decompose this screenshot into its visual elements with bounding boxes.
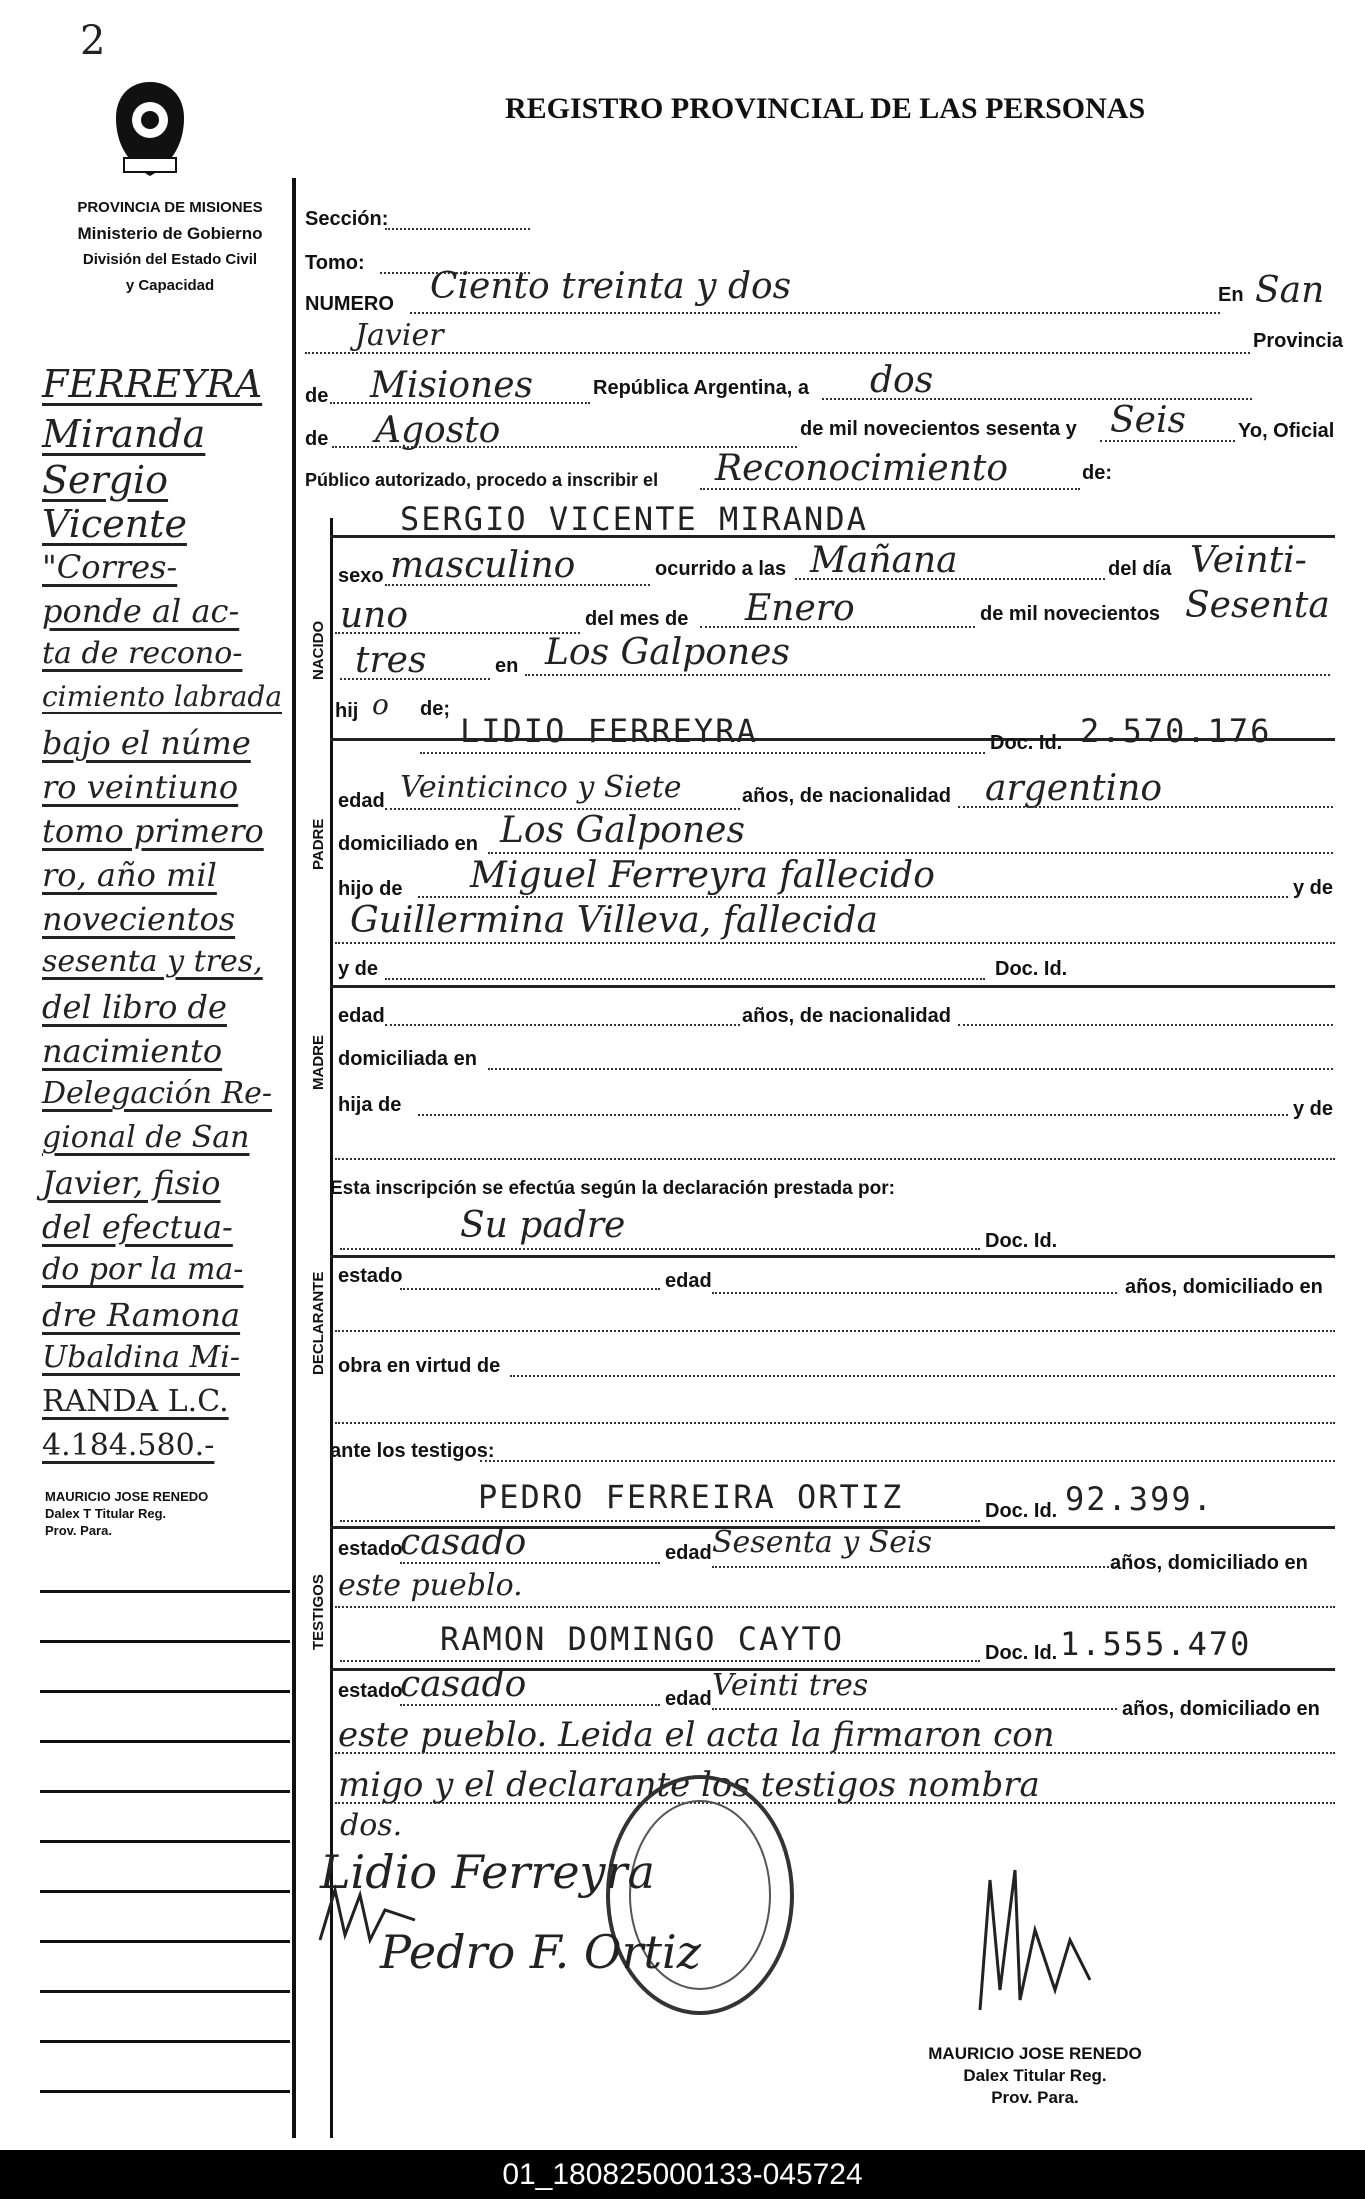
madre-hija-de-line	[418, 1114, 1288, 1116]
fecha-dia-value: dos	[870, 360, 934, 401]
margin-line: ro veintiuno	[42, 768, 239, 806]
testigo2-line	[340, 1660, 980, 1662]
decl-edad-line	[712, 1292, 1117, 1294]
label-estado-t2: estado	[338, 1680, 403, 1702]
label-edad-madre: edad	[338, 1005, 385, 1027]
en-value-2: Javier	[355, 318, 444, 353]
org-line: y Capacidad	[125, 277, 215, 294]
margin-rule	[40, 1640, 290, 1643]
t2-edad-line	[712, 1708, 1117, 1710]
padre-y-de-line	[335, 942, 1335, 944]
padre-nombre-line	[420, 752, 985, 754]
decl-dom-line	[335, 1330, 1335, 1332]
page-number: 2	[80, 18, 106, 64]
nacido-tag: NACIDO	[310, 620, 327, 680]
label-doc-id-decl: Doc. Id.	[985, 1230, 1058, 1252]
margin-line: dre Ramona	[42, 1296, 241, 1334]
padre-bottom-rule	[330, 985, 1335, 988]
label-sexo: sexo	[338, 565, 384, 587]
testigo1-estado-value: casado	[400, 1522, 527, 1563]
margin-line: 4.184.580.-	[42, 1428, 215, 1463]
margin-rule	[40, 1840, 290, 1843]
margin-line: Ubaldina Mi-	[42, 1340, 240, 1375]
label-doc-id-madre: Doc. Id.	[995, 958, 1068, 980]
padre-doc-value: 2.570.176	[1080, 712, 1272, 750]
official-role: Dalex Titular Reg.	[963, 2066, 1107, 2085]
padre-dom-value: Los Galpones	[500, 810, 745, 851]
cierre-rule-2	[335, 1802, 1335, 1804]
fecha-mes-value: Agosto	[375, 410, 501, 451]
margin-line: FERREYRA	[42, 362, 263, 406]
dia-value-2: uno	[340, 595, 409, 636]
margin-line: ro, año mil	[42, 856, 217, 894]
obra-line-2	[335, 1422, 1335, 1424]
margin-line: cimiento labrada	[42, 680, 283, 713]
t1-edad-line	[712, 1566, 1117, 1568]
label-de-2: de	[305, 428, 329, 450]
anio-nac-value-2: tres	[355, 640, 427, 681]
label-anos-dom-t1: años, domiciliado en	[1110, 1552, 1308, 1574]
official-name: MAURICIO JOSE RENEDO	[928, 2044, 1142, 2063]
testigo2-doc-value: 1.555.470	[1060, 1625, 1252, 1663]
margin-rule	[40, 1740, 290, 1743]
label-y-de-madre: y de	[1293, 1098, 1334, 1120]
cierre-rule-1	[335, 1752, 1335, 1754]
acto-value: Reconocimiento	[715, 448, 1009, 489]
cierre-line-1: este pueblo. Leida el acta la firmaron con	[338, 1715, 1055, 1755]
label-obra: obra en virtud de	[338, 1355, 501, 1377]
padre-edad-value: Veinticinco y Siete	[400, 770, 682, 805]
mes-line	[700, 626, 975, 628]
en-value: San	[1255, 270, 1325, 311]
label-de-colon: de:	[1082, 462, 1112, 484]
label-anos-nac-madre: años, de nacionalidad	[742, 1005, 951, 1027]
madre-y-de-line	[335, 1158, 1335, 1160]
margin-line: novecientos	[42, 900, 236, 938]
margin-rule	[40, 1890, 290, 1893]
label-de-mil: de mil novecientos	[980, 603, 1161, 625]
margin-line: sesenta y tres,	[42, 944, 263, 979]
margin-line: ta de recono-	[42, 636, 243, 671]
label-y-de-2: y de	[338, 958, 379, 980]
label-anos-nac: años, de nacionalidad	[742, 785, 951, 807]
label-domiciliado: domiciliado en	[338, 833, 479, 855]
testigo1-doc-value: 92.399.	[1065, 1480, 1214, 1518]
madre-nac-line	[958, 1024, 1333, 1026]
padre-hijo-de-value: Miguel Ferreyra fallecido	[470, 855, 935, 896]
label-edad: edad	[338, 790, 385, 812]
declarante-value: Su padre	[460, 1205, 626, 1246]
file-id-footer: 01_180825000133-045724	[0, 2150, 1365, 2199]
obra-line	[510, 1375, 1335, 1377]
label-de-mil-60: de mil novecientos sesenta y	[800, 418, 1077, 440]
hora-line	[795, 578, 1105, 580]
mes-value: Enero	[745, 588, 855, 629]
margin-line: ponde al ac-	[42, 592, 240, 630]
label-testigos: ante los testigos:	[330, 1440, 495, 1462]
label-de-semi: de;	[420, 698, 450, 720]
margin-line: do por la ma-	[42, 1252, 244, 1287]
margin-line: Javier, fisio	[42, 1164, 221, 1202]
hora-value: Mañana	[810, 540, 958, 581]
margin-line: tomo primero	[42, 812, 264, 850]
label-tomo: Tomo:	[305, 252, 365, 274]
stamp-line: MAURICIO JOSE RENEDO	[45, 1489, 209, 1504]
padre-nac-line	[958, 806, 1333, 808]
declarante-top-rule	[330, 1255, 1335, 1258]
label-edad-t2: edad	[665, 1688, 712, 1710]
stamp-line: Prov. Para.	[45, 1523, 112, 1538]
label-del-dia: del día	[1108, 558, 1172, 580]
testigos-tag: TESTIGOS	[310, 1574, 327, 1650]
label-ocurrido: ocurrido a las	[655, 558, 787, 580]
label-hija-de: hija de	[338, 1094, 402, 1116]
margin-rule	[40, 2040, 290, 2043]
margin-line: Vicente	[42, 502, 187, 546]
anio-value: Seis	[1110, 400, 1186, 441]
testigo1-dom-value: este pueblo.	[338, 1568, 523, 1603]
cierre-line-3: dos.	[340, 1808, 403, 1843]
org-line: División del Estado Civil	[82, 251, 258, 268]
dia-value: Veinti-	[1190, 540, 1307, 581]
label-republica: República Argentina, a	[593, 377, 809, 399]
label-edad-decl: edad	[665, 1270, 712, 1292]
madre-tag: MADRE	[310, 1035, 327, 1090]
en-line-2	[305, 352, 1250, 354]
anio-nac-value: Sesenta	[1185, 585, 1330, 626]
testigo2-estado-value: casado	[400, 1664, 527, 1705]
seccion-line	[385, 228, 530, 230]
declarante-tag: DECLARANTE	[310, 1271, 327, 1375]
label-del-mes: del mes de	[585, 608, 689, 630]
signature-pedro: Pedro F. Ortiz	[380, 1925, 701, 1979]
label-doc-id: Doc. Id.	[990, 732, 1063, 754]
label-anos-dom: años, domiciliado en	[1125, 1276, 1323, 1298]
stamp-line: Dalex T Titular Reg.	[45, 1506, 167, 1521]
label-numero: NUMERO	[305, 293, 394, 315]
padre-tag: PADRE	[310, 818, 327, 870]
lugar-value: Los Galpones	[545, 632, 790, 673]
org-header	[40, 195, 300, 299]
inscripcion-text: Esta inscripción se efectúa según la declaración prestada por:	[330, 1178, 895, 1199]
testigo1-edad-value: Sesenta y Seis	[712, 1525, 933, 1560]
label-anos-dom-t2: años, domiciliado en	[1122, 1698, 1320, 1720]
t1-estado-line	[400, 1562, 660, 1564]
official-place: Prov. Para.	[991, 2088, 1079, 2107]
padre-dom-line	[488, 852, 1333, 854]
nombre-line	[330, 535, 1335, 538]
label-doc-id-t1: Doc. Id.	[985, 1500, 1058, 1522]
madre-dom-line	[488, 1068, 1333, 1070]
margin-line: "Corres-	[42, 548, 178, 586]
testigo2-edad-value: Veinti tres	[712, 1668, 869, 1703]
label-estado-t1: estado	[338, 1538, 403, 1560]
padre-nac-value: argentino	[985, 768, 1163, 809]
t1-dom-line	[335, 1606, 1335, 1608]
margin-rule	[40, 1790, 290, 1793]
label-estado: estado	[338, 1265, 403, 1287]
margin-line: Sergio	[42, 458, 169, 502]
document-title: REGISTRO PROVINCIAL DE LAS PERSONAS	[505, 92, 1146, 125]
margin-line: del libro de	[42, 988, 227, 1026]
label-en-lugar: en	[495, 655, 519, 677]
t2-estado-line	[400, 1704, 660, 1706]
signature-scribble-icon	[315, 1880, 425, 1960]
label-hijo-de: hijo de	[338, 878, 403, 900]
sexo-value: masculino	[390, 545, 576, 586]
label-provincia: Provincia	[1253, 330, 1344, 352]
margin-line: Miranda	[42, 412, 206, 456]
column-divider	[292, 178, 296, 2138]
label-de: de	[305, 385, 329, 407]
testigos-line	[480, 1460, 1335, 1462]
testigo2-value: RAMON DOMINGO CAYTO	[440, 1620, 845, 1658]
org-line: PROVINCIA DE MISIONES	[77, 199, 263, 216]
label-en: En	[1218, 284, 1244, 306]
label-edad-t1: edad	[665, 1542, 712, 1564]
cierre-line-2: migo y el declarante los testigos nombra	[338, 1765, 1040, 1805]
provincia-value: Misiones	[370, 365, 534, 406]
margin-line: RANDA L.C.	[42, 1384, 229, 1419]
margin-rule	[40, 1990, 290, 1993]
madre-edad-line	[385, 1024, 740, 1026]
margin-rule	[40, 1590, 290, 1593]
margin-stamp	[45, 1488, 208, 1539]
label-y-de: y de	[1293, 877, 1334, 899]
nombre-value: SERGIO VICENTE MIRANDA	[400, 500, 868, 538]
testigo1-value: PEDRO FERREIRA ORTIZ	[478, 1478, 904, 1516]
margin-line: bajo el núme	[42, 724, 251, 762]
anio-line	[1100, 440, 1235, 442]
anio-nac-line	[340, 678, 490, 680]
label-doc-id-t2: Doc. Id.	[985, 1642, 1058, 1664]
label-domiciliada: domiciliada en	[338, 1048, 477, 1070]
hijo-suffix-value: o	[372, 688, 389, 721]
padre-nombre-value: LIDIO FERREYRA	[460, 712, 758, 750]
margin-line: nacimiento	[42, 1032, 223, 1070]
provincia-line	[330, 402, 590, 404]
coat-of-arms-icon	[110, 78, 190, 183]
fecha-dia-line	[822, 398, 1252, 400]
acto-line	[700, 488, 1080, 490]
org-line: Ministerio de Gobierno	[77, 224, 263, 243]
dia-line-2	[335, 632, 580, 634]
margin-line: del efectua-	[42, 1208, 233, 1246]
label-seccion: Sección:	[305, 208, 389, 230]
numero-value: Ciento treinta y dos	[430, 266, 792, 307]
margin-rule	[40, 1690, 290, 1693]
declarante-line	[340, 1248, 980, 1250]
decl-estado-line	[400, 1288, 660, 1290]
numero-line	[410, 312, 1220, 314]
label-hijo: hij	[335, 700, 359, 722]
official-stamp-text	[905, 2043, 1165, 2109]
label-publico: Público autorizado, procedo a inscribir el	[305, 470, 659, 490]
official-signature-icon	[960, 1840, 1100, 2020]
label-yo-oficial: Yo, Oficial	[1238, 420, 1335, 442]
padre-y-de-value: Guillermina Villeva, fallecida	[350, 900, 878, 941]
padre-hijo-de-line	[418, 896, 1288, 898]
sexo-line	[385, 584, 650, 586]
margin-rule	[40, 1940, 290, 1943]
lugar-line	[525, 674, 1330, 676]
madre-nombre-line	[385, 978, 985, 980]
signature-lidio: Lidio Ferreyra	[320, 1845, 655, 1899]
margin-line: Delegación Re-	[42, 1076, 273, 1111]
margin-line: gional de San	[42, 1120, 250, 1155]
margin-rule	[40, 2090, 290, 2093]
